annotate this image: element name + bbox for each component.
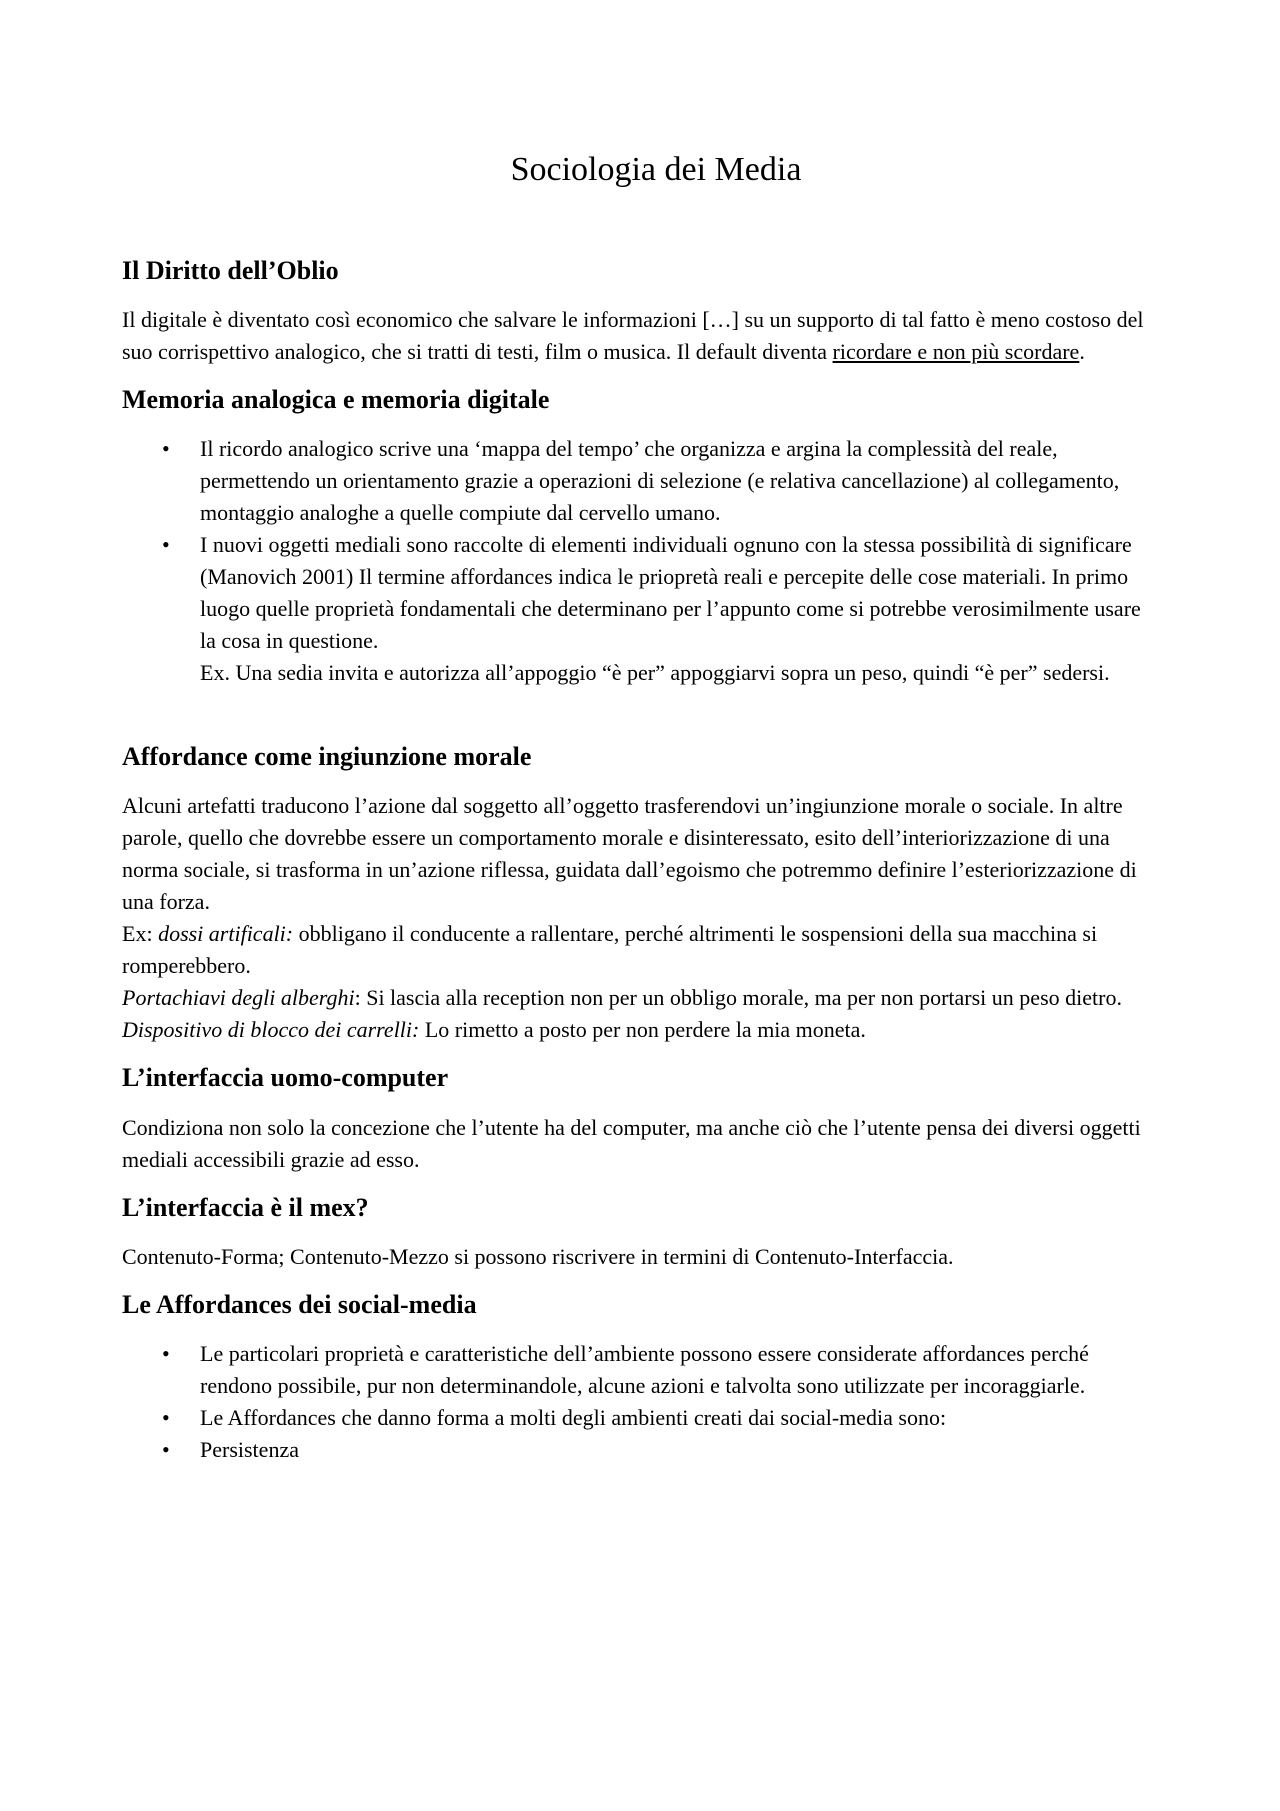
list-item-text: I nuovi oggetti mediali sono raccolte di elementi individuali ognuno con la stessa possibilità di significare (Manovich 2001) Il termine affordances indica le priopretà reali e percepite delle cose materiali. In primo luogo quelle proprietà fondamentali che determinano per l’appunto come si potrebbe verosimilmente usare la cosa in questione. bbox=[200, 532, 1141, 654]
section-heading: Le Affordances dei social-media bbox=[122, 1289, 477, 1319]
list-item bbox=[162, 1402, 1160, 1434]
section-affordance-morale bbox=[122, 741, 1160, 1046]
list-item-text: Le Affordances che danno forma a molti degli ambienti creati dai social-media sono: bbox=[200, 1404, 947, 1430]
section-interfaccia-uomo-computer bbox=[122, 1062, 1160, 1175]
bullet-list bbox=[122, 433, 1160, 689]
bullet-icon: • bbox=[162, 1340, 170, 1366]
paragraph-text-end: . bbox=[1079, 338, 1085, 364]
bullet-list bbox=[122, 1338, 1160, 1466]
paragraph-text: Il digitale è diventato così economico che salvare le informazioni […] su un supporto di tal fatto è meno costoso del suo corrispettivo analogico, che si tratti di testi, film o musica. Il default diventa bbox=[122, 306, 1144, 364]
spacer bbox=[122, 705, 1160, 741]
section-paragraph bbox=[122, 790, 1160, 1046]
list-item-example: Ex. Una sedia invita e autorizza all’appoggio “è per” appoggiarvi sopra un peso, quindi “è per” sedersi. bbox=[200, 660, 1110, 686]
example-prefix: Ex: bbox=[122, 921, 159, 947]
example-term: dossi artificali: bbox=[158, 921, 294, 947]
list-item-text: Persistenza bbox=[200, 1436, 299, 1462]
bullet-icon: • bbox=[162, 1404, 170, 1430]
section-heading: L’interfaccia uomo-computer bbox=[122, 1063, 449, 1093]
list-item bbox=[162, 433, 1160, 529]
section-heading: Affordance come ingiunzione morale bbox=[122, 742, 532, 772]
section-paragraph: Contenuto-Forma; Contenuto-Mezzo si possono riscrivere in termini di Contenuto-Interfaccia. bbox=[122, 1243, 954, 1269]
section-paragraph bbox=[122, 304, 1160, 368]
example-text: : Si lascia alla reception non per un obbligo morale, ma per non portarsi un peso dietro. bbox=[354, 985, 1122, 1011]
section-heading: L’interfaccia è il mex? bbox=[122, 1192, 369, 1222]
example-term: Portachiavi degli alberghi bbox=[122, 985, 355, 1011]
example-text: Lo rimetto a posto per non perdere la mia moneta. bbox=[419, 1017, 866, 1043]
list-item bbox=[162, 1338, 1160, 1402]
section-heading: Il Diritto dell’Oblio bbox=[122, 255, 339, 285]
list-item-text: Il ricordo analogico scrive una ‘mappa del tempo’ che organizza e argina la complessità del reale, permettendo un orientamento grazie a operazioni di selezione (e relativa cancellazione) al collegamento, montaggio analoghe a quelle compiute dal cervello umano. bbox=[200, 436, 1120, 526]
section-diritto-oblio bbox=[122, 255, 1160, 368]
bullet-icon: • bbox=[162, 436, 170, 462]
section-paragraph: Condiziona non solo la concezione che l’utente ha del computer, ma anche ciò che l’utente pensa dei diversi oggetti mediali accessibili grazie ad esso. bbox=[122, 1114, 1141, 1172]
list-item bbox=[162, 1434, 1160, 1466]
section-affordances-social-media bbox=[122, 1289, 1160, 1466]
bullet-icon: • bbox=[162, 1436, 170, 1462]
section-memoria bbox=[122, 384, 1160, 689]
example-text: obbligano il conducente a rallentare, perché altrimenti le sospensioni della sua macchina si romperebbero. bbox=[122, 921, 1098, 979]
section-interfaccia-mex bbox=[122, 1192, 1160, 1273]
bullet-icon: • bbox=[162, 532, 170, 558]
list-item bbox=[162, 529, 1160, 689]
list-item-text: Le particolari proprietà e caratteristiche dell’ambiente possono essere considerate affordances perché rendono possibile, pur non determinandole, alcune azioni e talvolta sono utilizzate per incoraggiarle. bbox=[200, 1340, 1089, 1398]
document-title: Sociologia dei Media bbox=[510, 151, 802, 188]
example-term: Dispositivo di blocco dei carrelli: bbox=[122, 1017, 420, 1043]
paragraph-text: Alcuni artefatti traducono l’azione dal soggetto all’oggetto trasferendovi un’ingiunzione morale o sociale. In altre parole, quello che dovrebbe essere un comportamento morale e disinteressato, esito dell’interiorizzazione di una norma sociale, si trasforma in un’azione riflessa, guidata dall’egoismo che potremmo definire l’esteriorizzazione di una forza. bbox=[122, 793, 1137, 915]
underlined-text: ricordare e non più scordare bbox=[832, 338, 1080, 364]
section-heading: Memoria analogica e memoria digitale bbox=[122, 384, 550, 414]
